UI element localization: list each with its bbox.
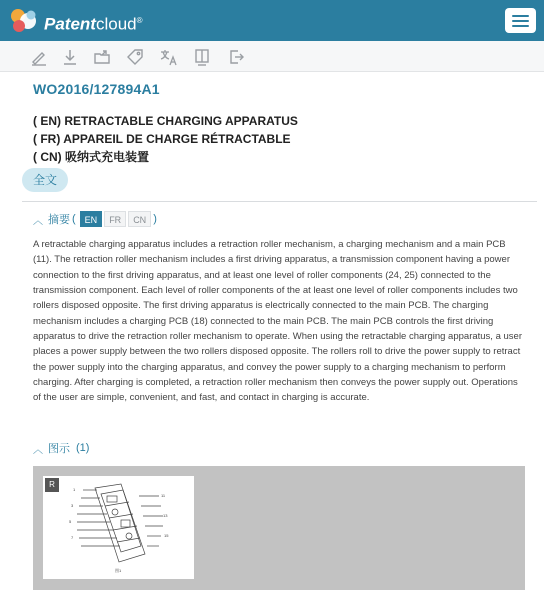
svg-text:11: 11 <box>161 493 166 498</box>
patent-figure-thumbnail[interactable] <box>43 476 194 579</box>
fulltext-button[interactable]: 全文 <box>22 168 68 192</box>
translate-icon[interactable] <box>159 47 179 67</box>
brand-bold: Patent <box>44 14 96 34</box>
representative-badge: R <box>45 478 59 492</box>
highlight-pen-icon[interactable] <box>29 47 49 67</box>
lang-tab-cn[interactable]: CN <box>128 211 151 227</box>
title-cn: ( CN) 吸纳式充电装置 <box>33 150 149 164</box>
brand-light: cloud <box>95 14 137 34</box>
hamburger-line <box>512 20 529 22</box>
publication-number[interactable]: WO2016/127894A1 <box>33 81 160 97</box>
brand-registered-mark: ® <box>136 16 143 25</box>
lang-tab-fr[interactable]: FR <box>104 211 126 227</box>
brand-name[interactable] <box>44 12 143 34</box>
chevron-up-icon: ︿ <box>33 444 43 456</box>
figures-section-header[interactable] <box>33 440 89 456</box>
svg-text:图1: 图1 <box>115 568 122 573</box>
patentcloud-logo-icon[interactable] <box>9 7 39 34</box>
chevron-up-icon: ︿ <box>33 215 43 227</box>
lang-tab-en[interactable]: EN <box>80 211 103 227</box>
close-paren: ) <box>153 213 157 225</box>
section-divider <box>22 201 537 202</box>
title-en: ( EN) RETRACTABLE CHARGING APPARATUS <box>33 114 298 128</box>
book-icon[interactable] <box>192 47 212 67</box>
svg-text:7: 7 <box>71 535 74 540</box>
patent-drawing-image <box>43 476 194 579</box>
svg-text:1: 1 <box>73 487 76 492</box>
hamburger-line <box>512 25 529 27</box>
abstract-label: 摘要 <box>48 214 70 226</box>
download-icon[interactable] <box>60 47 80 67</box>
figures-count: (1) <box>76 442 90 454</box>
tag-icon[interactable] <box>125 47 145 67</box>
share-exit-icon[interactable] <box>226 47 246 67</box>
patent-titles <box>33 112 298 166</box>
abstract-section-header[interactable] <box>33 211 159 227</box>
title-fr: ( FR) APPAREIL DE CHARGE RÉTRACTABLE <box>33 132 291 146</box>
hamburger-menu-icon <box>512 15 529 17</box>
toolbar <box>0 41 544 72</box>
svg-text:3: 3 <box>71 503 74 508</box>
svg-text:5: 5 <box>69 519 72 524</box>
menu-button[interactable] <box>505 8 536 33</box>
figures-label: 图示 <box>48 443 70 455</box>
open-paren: ( <box>72 213 76 225</box>
figure-gallery <box>33 466 525 590</box>
svg-text:13: 13 <box>163 513 168 518</box>
app-header <box>0 0 544 41</box>
abstract-text: A retractable charging apparatus includes a retraction roller mechanism, a charging mechanism and a main PCB (11). The retraction roller mechanism includes a first driving apparatus, a transmission component having a power connection to the first driving apparatus, and at least one level of roller components (24, 25) connected to the transmission component. Each level of roller components of the at least one level of roller components includes two rollers disposed opposite. The first driving apparatus is electrically connected to the main PCB. The charging mechanism includes a charging PCB (18) connected to the main PCB. The main PCB controls the first driving apparatus to drive the retraction roller mechanism to operate. When using the retractable charging apparatus, a user places a power supply between the two rollers disposed opposite. The rollers roll to drive the power supply to retract the power supply into the charging apparatus, and convey the power supply to a charging mechanism to perform charging. After charging is completed, a retraction roller mechanism then conveys the power supply out. Operations of the user are simple, convenient, and fast, and contact in charging is accurate. <box>33 239 522 404</box>
folder-export-icon[interactable] <box>92 47 112 67</box>
svg-text:15: 15 <box>164 533 169 538</box>
